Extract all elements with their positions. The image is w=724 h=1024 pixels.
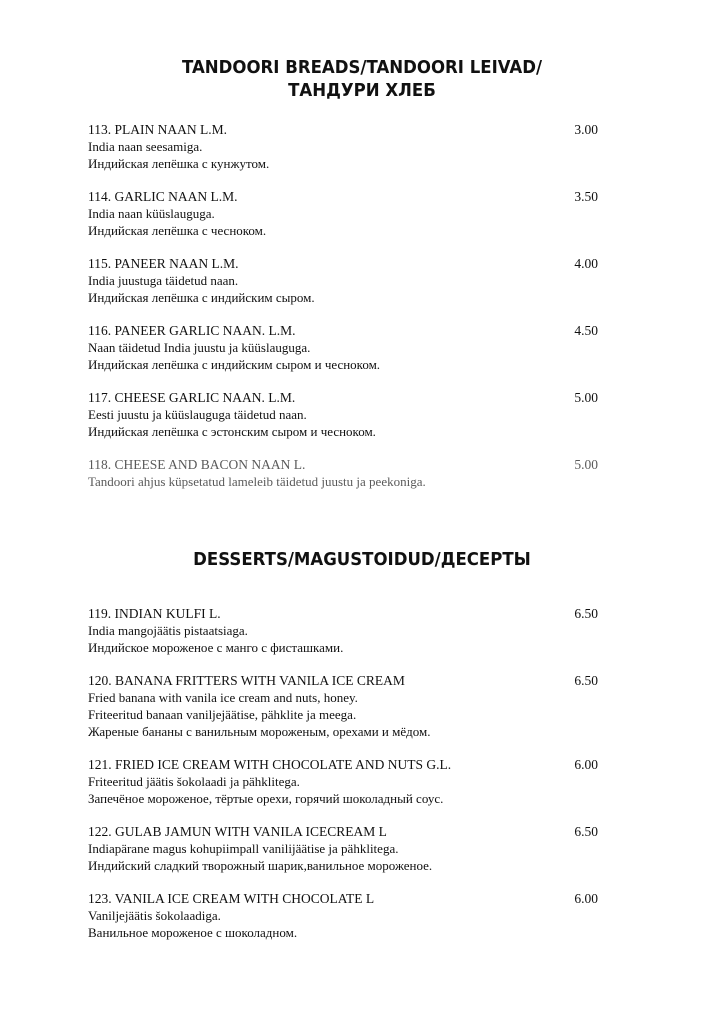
item-description-et: Friteeritud banaan vaniljejäätise, pähklite ja meega. [88,707,357,722]
section-heading-desserts [29,548,695,571]
item-name: 118. CHEESE AND BACON NAAN L. [88,457,306,472]
item-price: 5.00 [574,390,598,405]
item-description-et: Friteeritud jäätis šokolaadi ja pähklitega. [88,774,300,789]
item-description-ru: Индийская лепёшка с кунжутом. [88,156,270,171]
item-price: 6.50 [574,606,598,621]
item-description-ru: Запечёное мороженое, тёртые орехи, горячий шоколадный соус. [88,791,444,806]
item-description-et: India naan seesamiga. [88,139,203,154]
item-description-et: India juustuga täidetud naan. [88,273,239,288]
section-heading-line: TANDOORI BREADS/TANDOORI LEIVAD/ [181,57,543,78]
item-description-et: Naan täidetud India juustu ja küüslauguga. [88,340,311,355]
menu-item-121 [88,756,598,807]
item-name: 115. PANEER NAAN L.M. [88,256,239,271]
item-price: 5.00 [574,457,598,472]
item-name: 114. GARLIC NAAN L.M. [88,189,238,204]
item-name: 122. GULAB JAMUN WITH VANILA ICECREAM L [88,824,387,839]
item-price: 4.00 [574,256,598,271]
item-description-et: India naan küüslauguga. [88,206,215,221]
item-name: 113. PLAIN NAAN L.M. [88,122,227,137]
item-description-ru: Ванильное мороженое с шоколадном. [88,925,298,940]
item-description-en: Fried banana with vanila ice cream and nuts, honey. [88,690,358,705]
item-description-et: India mangojäätis pistaatsiaga. [88,623,248,638]
section-heading-line: DESSERTS/MAGUSTOIDUD/ДЕСЕРТЫ [193,549,531,570]
menu-item-118 [88,456,598,490]
menu-item-116 [88,322,598,373]
item-description-et: Eesti juustu ja küüslauguga täidetud naan. [88,407,307,422]
section-heading-line: ТАНДУРИ ХЛЕБ [288,80,436,101]
menu-item-114 [88,188,598,239]
item-name: 123. VANILA ICE CREAM WITH CHOCOLATE L [88,891,375,906]
menu-item-119 [88,605,598,656]
item-price: 6.50 [574,673,598,688]
item-description-ru: Индийский сладкий творожный шарик,ванильное мороженое. [88,858,433,873]
item-description-ru: Жареные бананы с ванильным мороженым, орехами и мёдом. [88,724,431,739]
item-description-et: Tandoori ahjus küpsetatud lameleib täidetud juustu ja peekoniga. [88,474,426,489]
menu-item-120 [88,672,598,740]
item-name: 121. FRIED ICE CREAM WITH CHOCOLATE AND NUTS G.L. [88,757,452,772]
item-description-ru: Индийская лепёшка с чесноком. [88,223,267,238]
menu-item-123 [88,890,598,941]
menu-item-113 [88,121,598,172]
item-price: 6.00 [574,891,598,906]
item-description-ru: Индийская лепёшка с индийским сыром. [88,290,315,305]
item-description-ru: Индийская лепёшка с эстонским сыром и чесноком. [88,424,376,439]
item-price: 4.50 [574,323,598,338]
item-price: 6.00 [574,757,598,772]
menu-item-115 [88,255,598,306]
item-description-et: Indiapärane magus kohupiimpall vanilijäätise ja pähklitega. [88,841,399,856]
menu-item-122 [88,823,598,874]
item-price: 6.50 [574,824,598,839]
item-description-et: Vaniljejäätis šokolaadiga. [88,908,221,923]
item-description-ru: Индийское мороженое с манго с фисташками. [88,640,344,655]
item-name: 120. BANANA FRITTERS WITH VANILA ICE CREAM [88,673,405,688]
section-heading-tandoori-breads [29,56,695,102]
item-description-ru: Индийская лепёшка с индийским сыром и чесноком. [88,357,381,372]
item-name: 116. PANEER GARLIC NAAN. L.M. [88,323,296,338]
item-price: 3.50 [574,189,598,204]
item-price: 3.00 [574,122,598,137]
item-name: 117. CHEESE GARLIC NAAN. L.M. [88,390,296,405]
menu-item-117 [88,389,598,440]
item-name: 119. INDIAN KULFI L. [88,606,221,621]
